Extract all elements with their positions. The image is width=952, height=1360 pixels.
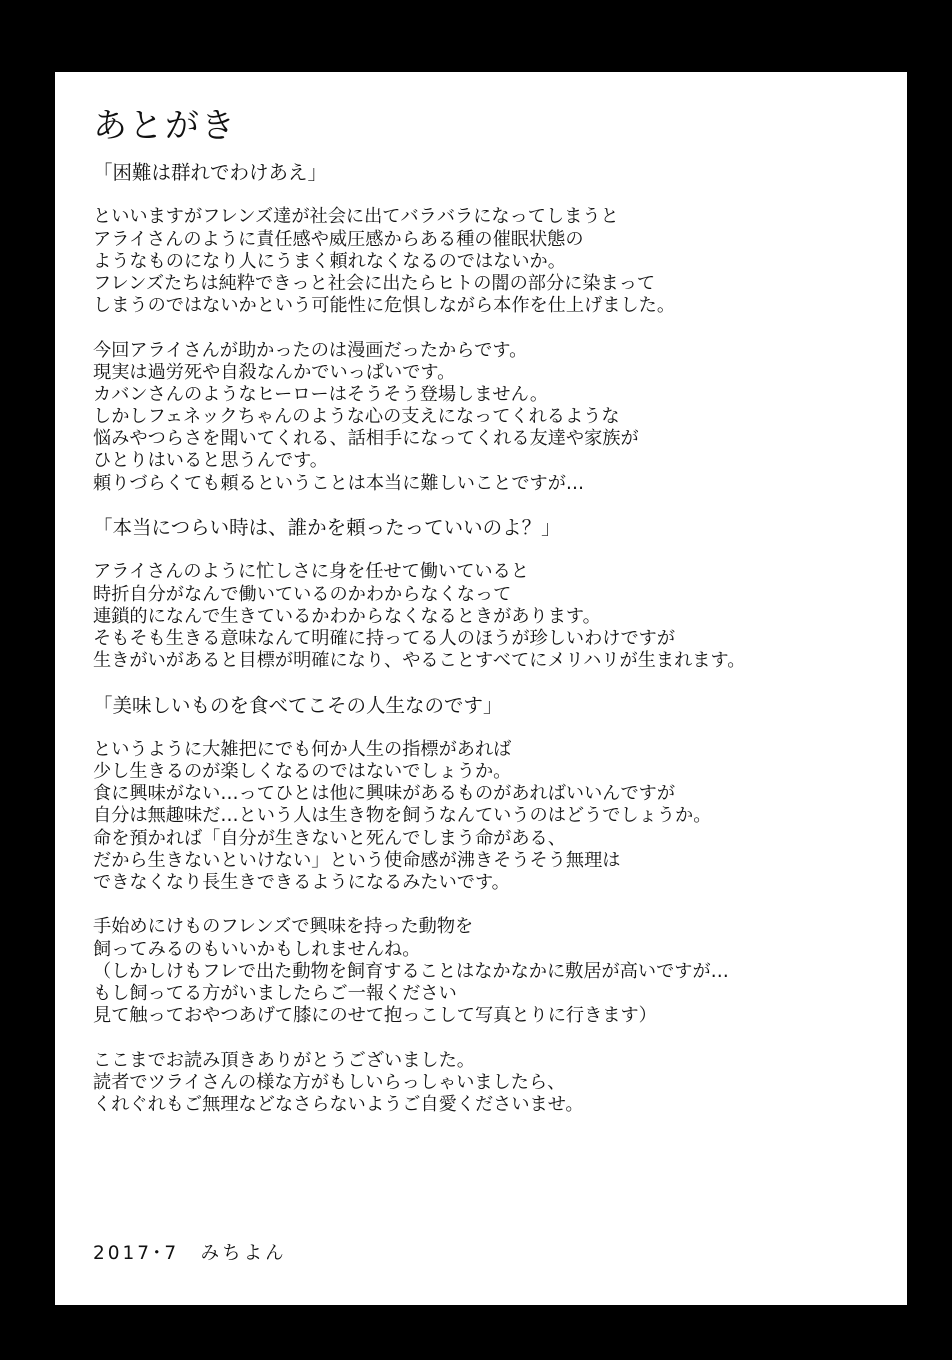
text-line: しまうのではないかという可能性に危惧しながら本作を仕上げました。 <box>93 295 676 317</box>
text-line: フレンズたちは純粋できっと社会に出たらヒトの闇の部分に染まって <box>93 272 656 294</box>
text-line: というように大雑把にでも何か人生の指標があれば <box>93 738 512 760</box>
text-line: ようなものになり人にうまく頼れなくなるのではないか。 <box>93 250 566 272</box>
text-line: 自分は無趣味だ…という人は生き物を飼うなんていうのはどうでしょうか。 <box>93 805 712 827</box>
text-line: 食に興味がない…ってひとは他に興味があるものがあればいいんですが <box>93 783 676 805</box>
text-line: くれぐれもご無理などなさらないようご自愛くださいませ。 <box>93 1093 584 1115</box>
text-line: 生きがいがあると目標が明確になり、やることすべてにメリハリが生まれます。 <box>93 650 746 672</box>
text-line: 今回アライさんが助かったのは漫画だったからです。 <box>93 339 528 361</box>
text-line: 時折自分がなんで働いているのかわからなくなって <box>93 583 512 605</box>
text-line: アライさんのように忙しさに身を任せて働いていると <box>93 561 529 583</box>
text-line: 頼りづらくても頼るということは本当に難しいことですが… <box>93 472 585 494</box>
text-line: 手始めにけものフレンズで興味を持った動物を <box>93 916 474 938</box>
text-line: もし飼ってる方がいましたらご一報ください <box>93 982 457 1004</box>
text-line: （しかしけもフレで出た動物を飼育することはなかなかに敷居が高いですが… <box>93 960 729 982</box>
text-line: アライさんのように責任感や威圧感からある種の催眠状態の <box>93 228 584 250</box>
text-line: 連鎖的になんで生きているかわからなくなるときがあります。 <box>93 605 601 627</box>
afterword-body <box>93 162 893 1116</box>
text-line: そもそも生きる意味なんて明確に持ってる人のほうが珍しいわけですが <box>93 627 676 649</box>
text-line: しかしフェネックちゃんのような心の支えになってくれるような <box>93 406 620 428</box>
page <box>55 72 907 1305</box>
text-line: 少し生きるのが楽しくなるのではないでしょうか。 <box>93 761 512 783</box>
text-line: 現実は過労死や自殺なんかでいっぱいです。 <box>93 361 456 383</box>
section-heading: 「本当につらい時は、誰かを頼ったっていいのよ？」 <box>93 516 561 539</box>
text-line: 読者でツライさんの様な方がもしいらっしゃいましたら、 <box>93 1071 566 1093</box>
text-line: ここまでお読み頂きありがとうございました。 <box>93 1049 475 1071</box>
section-heading: 「困難は群れでわけあえ」 <box>93 161 328 184</box>
text-line: 命を預かれば「自分が生きないと死んでしまう命がある、 <box>93 827 566 849</box>
signature-date-author: 2017･7 みちよん <box>93 1243 287 1264</box>
text-line: 見て触っておやつあげて膝にのせて抱っこして写真とりに行きます） <box>93 1005 657 1027</box>
text-line: カバンさんのようなヒーローはそうそう登場しません。 <box>93 383 549 405</box>
text-line: 飼ってみるのもいいかもしれませんね。 <box>93 938 421 960</box>
page-title: あとがき <box>93 106 237 146</box>
text-line: 悩みやつらさを聞いてくれる、話相手になってくれる友達や家族が <box>93 428 639 450</box>
section-heading: 「美味しいものを食べてこその人生なのです」 <box>93 693 503 717</box>
text-line: だから生きないといけない」という使命感が沸きそうそう無理は <box>93 849 621 871</box>
text-line: できなくなり長生きできるようになるみたいです。 <box>93 872 510 893</box>
text-line: ひとりはいると思うんです。 <box>93 450 328 472</box>
text-line: といいますがフレンズ達が社会に出てバラバラになってしまうと <box>93 206 619 228</box>
